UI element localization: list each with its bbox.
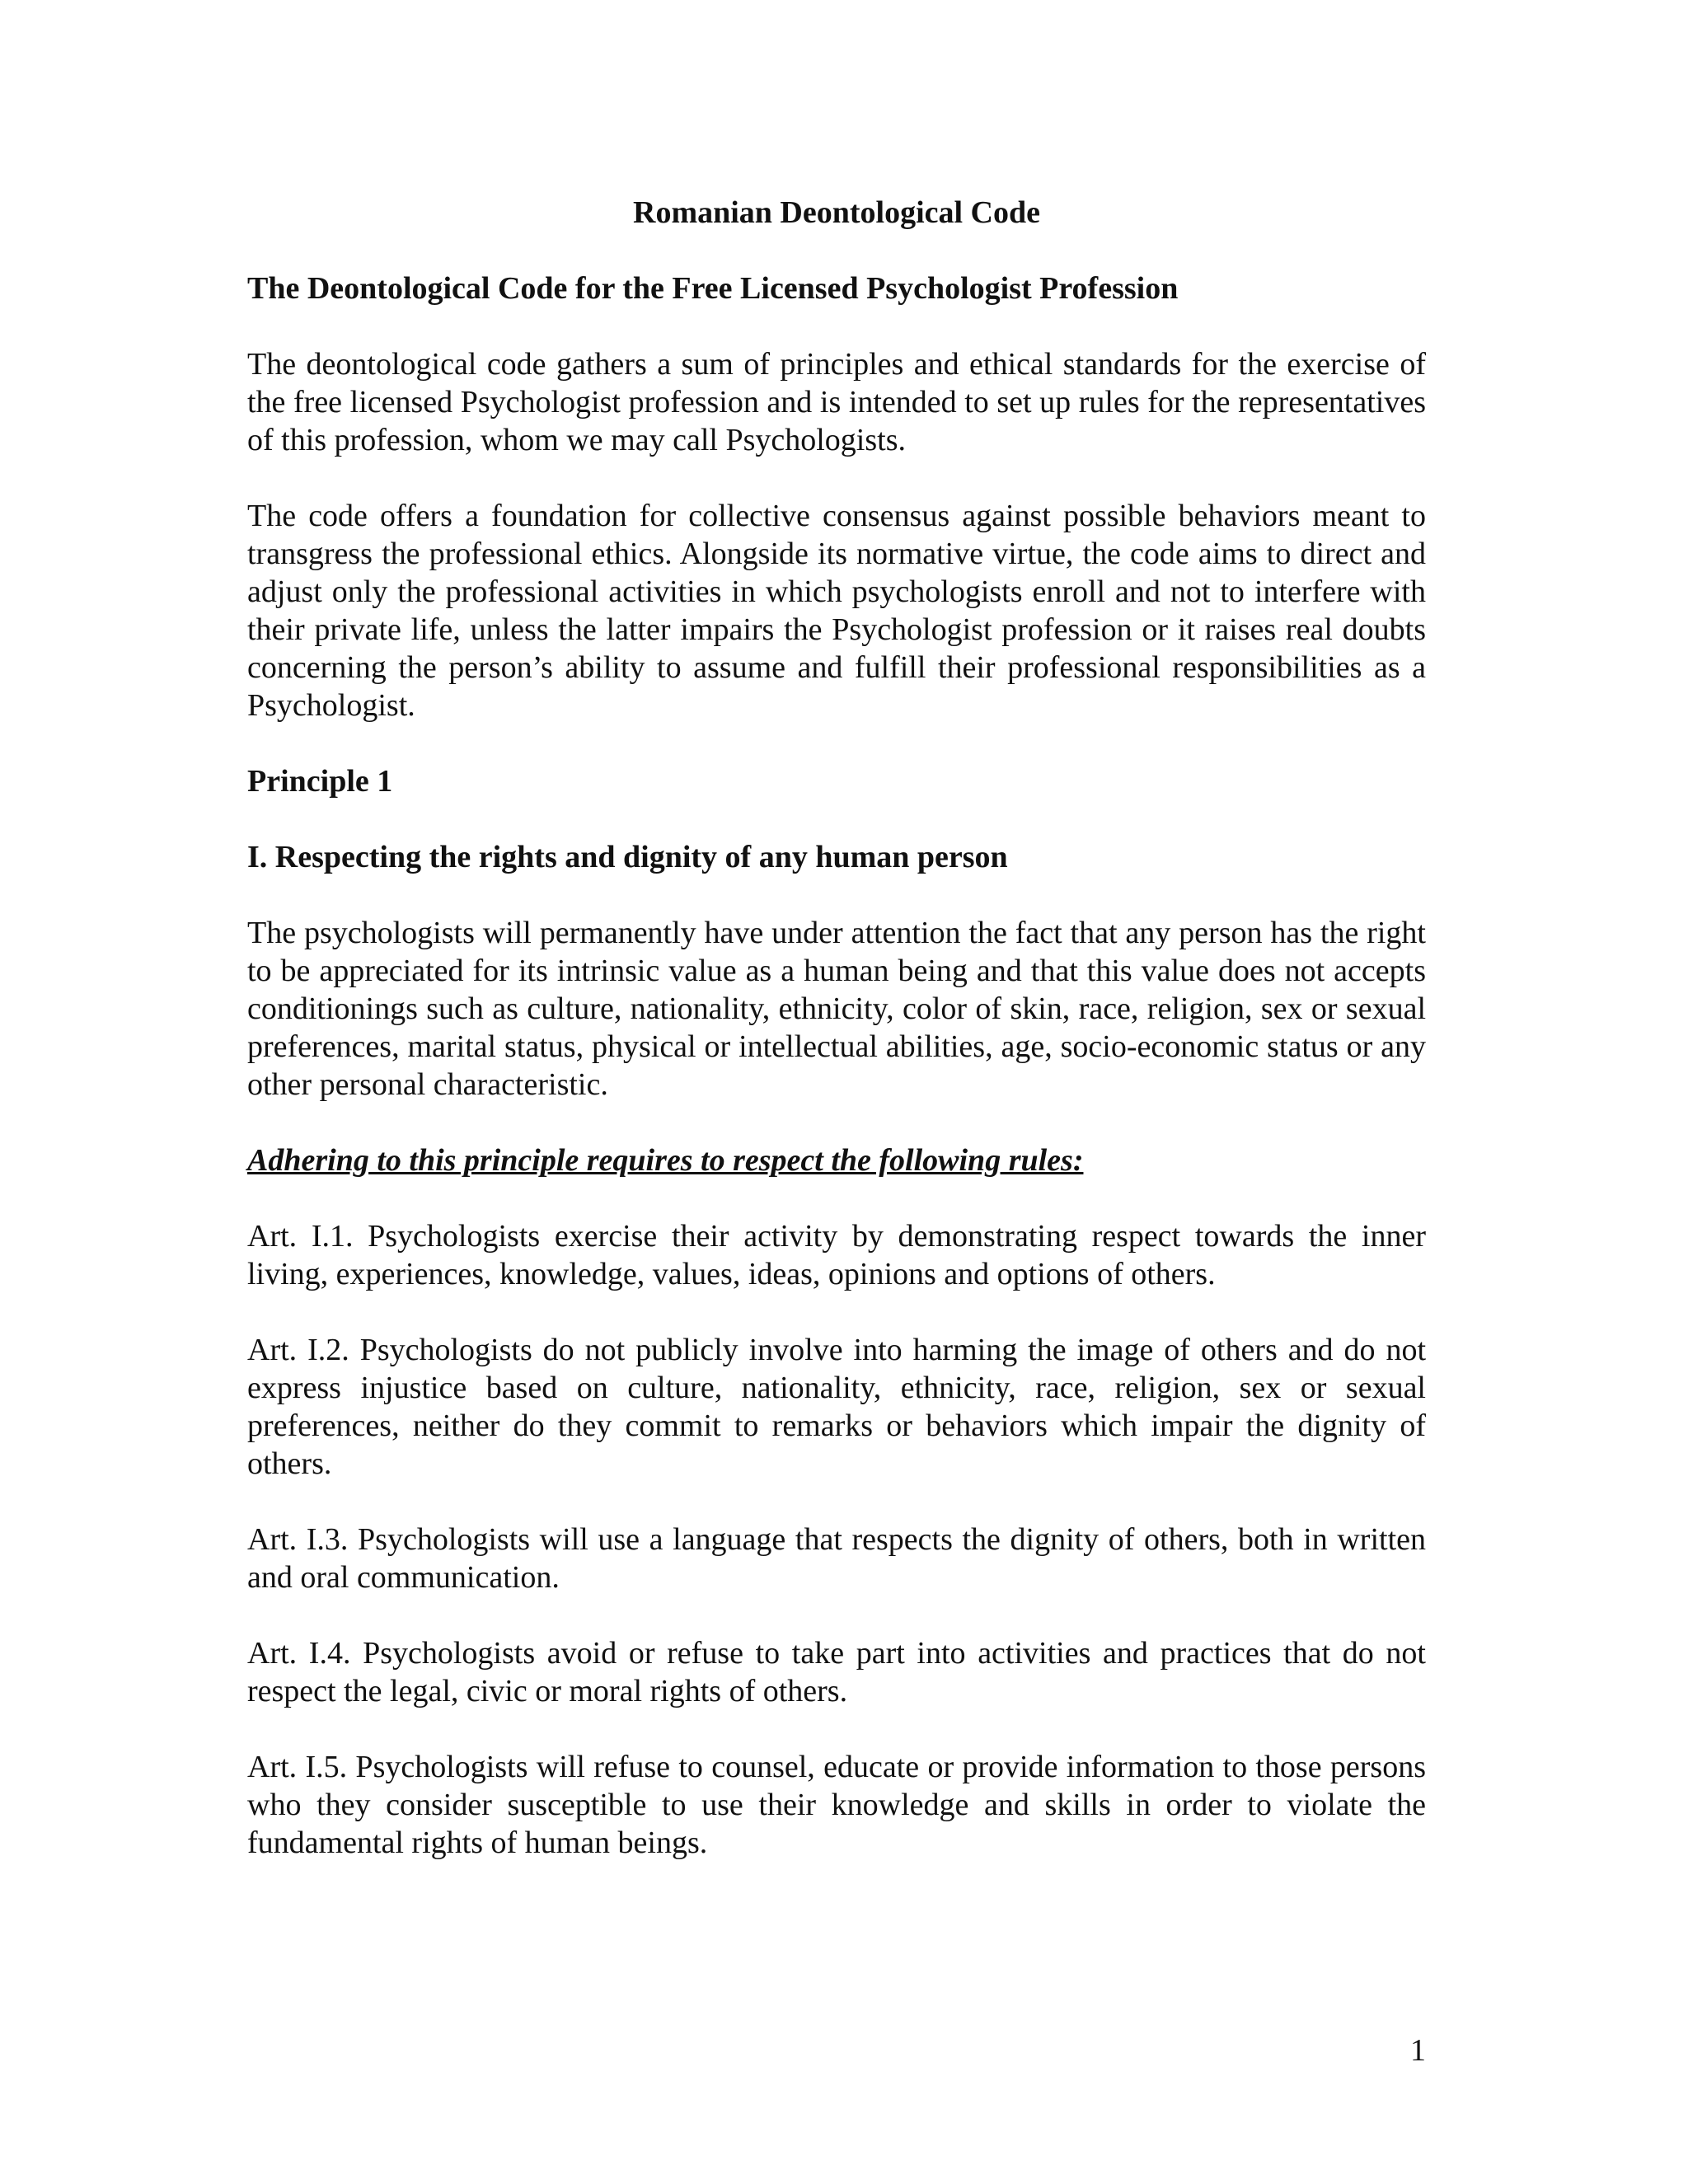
- article-paragraph: Art. I.2. Psychologists do not publicly involve into harming the image of others and do not express injustice based on culture, nationality, ethnicity, race, religion, sex or sexual preferences, neither do they commit to remarks or behaviors which impair the dignity of others.: [247, 1333, 1426, 1481]
- article-paragraph: Art. I.1. Psychologists exercise their activity by demonstrating respect towards the inner living, experiences, knowledge, values, ideas, opinions and options of others.: [247, 1219, 1426, 1291]
- principle-title: I. Respecting the rights and dignity of any human person: [247, 840, 1008, 874]
- document-subtitle: The Deontological Code for the Free Licensed Psychologist Profession: [247, 271, 1179, 306]
- article-paragraph: Art. I.4. Psychologists avoid or refuse to take part into activities and practices that do not respect the legal, civic or moral rights of others.: [247, 1636, 1426, 1708]
- document-body: [247, 194, 1426, 1900]
- principle-label: Principle 1: [247, 764, 393, 799]
- document-title: Romanian Deontological Code: [633, 195, 1040, 230]
- article-paragraph: Art. I.3. Psychologists will use a language that respects the dignity of others, both in written and oral communication.: [247, 1522, 1426, 1595]
- intro-paragraph: The deontological code gathers a sum of principles and ethical standards for the exercise of the free licensed Psychologist profession and is intended to set up rules for the representatives of this profession, whom we may call Psychologists.: [247, 347, 1426, 457]
- rules-intro: Adhering to this principle requires to respect the following rules:: [247, 1143, 1084, 1178]
- article-paragraph: Art. I.5. Psychologists will refuse to counsel, educate or provide information to those persons who they consider susceptible to use their knowledge and skills in order to violate the fundamental rights of human beings.: [247, 1750, 1426, 1860]
- intro-paragraph: The code offers a foundation for collective consensus against possible behaviors meant to transgress the professional ethics. Alongside its normative virtue, the code aims to direct and adjust only the professional activities in which psychologists enroll and not to interfere with their private life, unless the latter impairs the Psychologist profession or it raises real doubts concerning the person’s ability to assume and fulfill their professional responsibilities as a Psychologist.: [247, 499, 1426, 723]
- page-number: 1: [1410, 2033, 1426, 2068]
- principle-text: The psychologists will permanently have under attention the fact that any person has the right to be appreciated for its intrinsic value as a human being and that this value does not accepts conditionings such as culture, nationality, ethnicity, color of skin, race, religion, sex or sexual preferences, marital status, physical or intellectual abilities, age, socio-economic status or any other personal characteristic.: [247, 916, 1426, 1102]
